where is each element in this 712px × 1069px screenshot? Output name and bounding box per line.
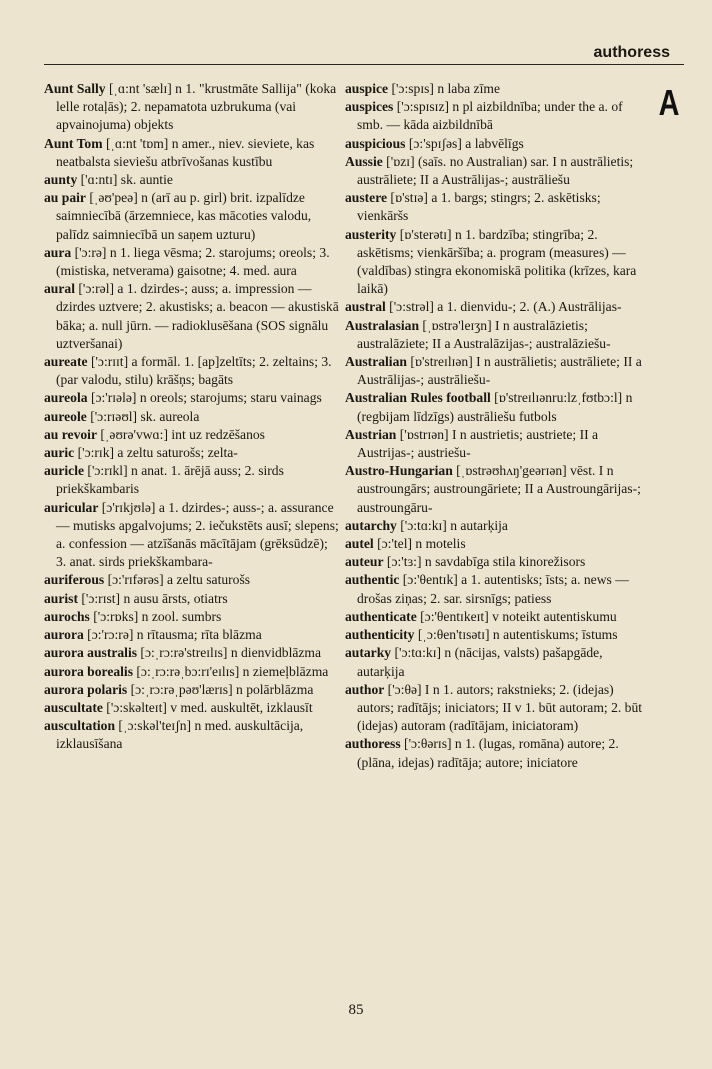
entry-definition: [ˌɔ:skəl'teɪʃn] n med. auskultācija, izklausīšana [56, 718, 304, 752]
dictionary-entry [345, 735, 645, 771]
entry-headword: auspicious [345, 135, 406, 151]
entry-definition: [ɒ'streɪlɪən] I n austrālietis; austrāliete; II a Austrālijas-; austrāliešu- [357, 354, 642, 388]
entry-definition: ['ɔ:θə] I n 1. autors; rakstnieks; 2. (idejas) autors; radītājs; iniciators; II v 1. būt autoram; 2. būt (idejas) autoram (radītājam, iniciatoram) [357, 681, 643, 734]
entry-definition: ['ɔ:rɪɪt] a formāl. 1. [ap]zeltīts; 2. zeltains; 3. (par valodu, stilu) krāšņs; bagāts [56, 354, 332, 388]
entry-definition: ['ɒzɪ] (saīs. no Australian) sar. I n austrālietis; austrāliete; II a Austrālijas-; austrāliešu [357, 153, 634, 188]
dictionary-entry [44, 626, 340, 644]
entry-definition: [ˌɒstrəʊhʌŋ'geərɪən] vēst. I n austroungārs; austroungāriete; II a Austroungārijas-; austroungāru- [357, 463, 641, 515]
entry-definition: [ɔ:ˌrɔ:rəˌbɔ:rɪ'eɪlɪs] n ziemeļblāzma [133, 663, 329, 679]
entry-definition: [ɔ:'tɜ:] n savdabīga stila kinorežisors [383, 554, 586, 570]
header-rule [44, 64, 684, 65]
entry-definition: ['ɔ:θərɪs] n 1. (lugas, romāna) autore; 2. (plāna, idejas) radītāja; autore; iniciatore [357, 736, 619, 770]
entry-definition: [ɔ:'rɪfərəs] a zeltu saturošs [104, 572, 251, 588]
dictionary-entry [44, 444, 340, 462]
entry-headword: au pair [44, 190, 86, 206]
entry-definition: [ɔ:ˌrɔ:rəˌpəʊ'lærɪs] n polārblāzma [127, 681, 314, 697]
dictionary-entry [44, 171, 340, 189]
entry-headword: aural [44, 281, 75, 297]
entry-headword: austral [345, 299, 386, 315]
entry-definition: ['ɔ:rə] n 1. liega vēsma; 2. starojums; oreols; 3. (mistiska, netverama) gaisotne; 4. med. aura [56, 244, 330, 279]
entry-definition: [ɔ'rɪkjʊlə] a 1. dzirdes-; auss-; a. assurance — mutisks apgalvojums; 2. iečukstēts ausī; slepens; a. confession — atzīšanās mācītājam (grēksūdzē); 3. anat. sirds priekškambara- [56, 499, 339, 570]
entry-headword: aureole [44, 408, 87, 424]
dictionary-entry [44, 135, 340, 171]
entry-headword: aurora australis [44, 645, 138, 661]
entry-headword: autarchy [345, 517, 397, 533]
dictionary-entry [44, 389, 340, 407]
dictionary-entry [345, 681, 645, 736]
entry-headword: Austrian [345, 426, 397, 442]
entry-definition: [ɔ:ˌrɔ:rə'streɪlɪs] n dienvidblāzma [137, 645, 322, 661]
dictionary-entry [44, 608, 340, 626]
entry-headword: auspices [345, 99, 394, 115]
entry-definition: ['ɔ:tɑ:kɪ] n (nācijas, valsts) pašapgāde, autarķija [357, 645, 603, 679]
dictionary-entry [44, 80, 340, 135]
entry-headword: Austro-Hungarian [345, 463, 453, 479]
dictionary-entry [345, 298, 645, 316]
dictionary-entry [44, 571, 340, 589]
entry-definition: ['ɔ:skəlteɪt] v med. auskultēt, izklausīt [102, 699, 313, 715]
left-column [44, 80, 340, 754]
dictionary-entry [44, 499, 340, 572]
dictionary-entry [44, 681, 340, 699]
entry-definition: [ɔ:'rɪələ] n oreols; starojums; staru vainags [87, 390, 322, 406]
entry-definition: ['ɔ:rɪkl] n anat. 1. ārējā auss; 2. sirds priekškambaris [56, 463, 284, 497]
entry-definition: ['ɒstrɪən] I n austrietis; austriete; II a Austrijas-; austriešu- [357, 426, 599, 461]
entry-definition: [ˌɔ:θen'tɪsətɪ] n autentiskums; īstums [414, 627, 618, 643]
entry-headword: Aunt Tom [44, 135, 103, 151]
dictionary-entry [44, 644, 340, 662]
entry-definition: [ɔ:'tel] n motelis [373, 536, 466, 552]
entry-definition: [ˌɑ:nt 'tɒm] n amer., niev. sieviete, kas neatbalsta sieviešu atbrīvošanas kustību [56, 135, 315, 169]
dictionary-entry [44, 189, 340, 244]
entry-headword: aunty [44, 172, 78, 188]
entry-definition: ['ɔ:tɑ:kɪ] n autarķija [396, 517, 508, 533]
entry-definition: ['ɔ:rɪəʊl] sk. aureola [86, 408, 200, 424]
entry-headword: auspice [345, 81, 389, 96]
dictionary-entry [345, 153, 645, 189]
dictionary-entry [345, 571, 645, 607]
entry-headword: auscultation [44, 718, 116, 734]
dictionary-entry [44, 699, 340, 717]
entry-headword: aura [44, 244, 72, 260]
dictionary-entry [345, 389, 645, 425]
entry-headword: auriferous [44, 572, 105, 588]
entry-headword: auteur [345, 554, 384, 570]
dictionary-entry [345, 517, 645, 535]
entry-definition: ['ɔ:rɪk] a zeltu saturošs; zelta- [74, 445, 238, 461]
entry-definition: [ˌəʊ'peə] n (arī au p. girl) brit. izpalīdze saimniecībā (ārzemniece, kas mācoties valodu, palīdz saimniecībā un saņem uzturu) [56, 190, 312, 242]
dictionary-entry [44, 426, 340, 444]
entry-headword: auscultate [44, 699, 103, 715]
entry-definition: ['ɔ:spɪs] n laba zīme [388, 81, 500, 96]
entry-headword: aurora polaris [44, 681, 128, 697]
guide-word: authoress [593, 44, 670, 61]
entry-headword: aurist [44, 590, 78, 606]
dictionary-entry [345, 535, 645, 553]
entry-headword: autel [345, 536, 374, 552]
entry-headword: authoress [345, 736, 401, 752]
entry-definition: [ˌəʊrə'vwɑ:] int uz redzēšanos [96, 426, 265, 442]
entry-definition: [ɒ'streɪlɪənru:lzˌfʊtbɔ:l] n (regbijam līdzīgs) austrāliešu futbols [357, 390, 633, 424]
dictionary-entry [345, 317, 645, 353]
entry-headword: authentic [345, 572, 400, 588]
dictionary-entry [345, 80, 645, 98]
dictionary-entry [345, 98, 645, 134]
entry-headword: aurora borealis [44, 663, 133, 679]
dictionary-entry [44, 717, 340, 753]
entry-definition: ['ɔ:rəl] a 1. dzirdes-; auss; a. impression — dzirdes uztvere; 2. akustisks; a. beacon — akustiskā bāka; a. null jūrn. — radioklusēšana (SOS signālu uztveršanai) [56, 281, 339, 351]
dictionary-entry [44, 280, 340, 353]
entry-headword: auricular [44, 499, 99, 515]
dictionary-entry [345, 353, 645, 389]
entry-definition: [ɒ'sterətɪ] n 1. bardzība; stingrība; 2. askētisms; vienkāršība; a. program (measures) — (valdības) stingra ekonomiskā politika (krīzes, kara laikā) [357, 226, 637, 297]
entry-headword: Australasian [345, 317, 420, 333]
entry-headword: Aussie [345, 153, 383, 169]
entry-definition: ['ɔ:rɪst] n ausu ārsts, otiatrs [77, 590, 228, 606]
entry-definition: [ɔ:'spɪʃəs] a labvēlīgs [405, 135, 524, 151]
entry-definition: [ɔ:'θentɪk] a 1. autentisks; īsts; a. news — drošas ziņas; 2. sar. sirsnīgs; patiess [357, 572, 629, 606]
dictionary-entry [44, 353, 340, 389]
entry-headword: aureola [44, 390, 88, 406]
entry-definition: ['ɑ:ntɪ] sk. auntie [77, 172, 173, 188]
entry-definition: ['ɔ:rɒks] n zool. sumbrs [89, 608, 222, 624]
entry-definition: ['ɔ:strəl] a 1. dienvidu-; 2. (A.) Austrālijas- [385, 299, 622, 315]
dictionary-entry [44, 590, 340, 608]
dictionary-entry [345, 426, 645, 462]
entry-headword: authenticate [345, 608, 417, 624]
entry-definition: [ɔ:'rɔ:rə] n rītausma; rīta blāzma [83, 627, 262, 643]
entry-definition: [ˌɑ:nt 'sælɪ] n 1. "krustmāte Sallija" (koka lelle rotaļās); 2. nepamatota uzbrukuma (vai apvainojuma) objekts [56, 81, 337, 133]
entry-definition: [ɔ:'θentɪkeɪt] v noteikt autentiskumu [416, 608, 617, 624]
entry-headword: Australian Rules football [345, 390, 491, 406]
dictionary-entry [345, 553, 645, 571]
dictionary-entry [345, 608, 645, 626]
dictionary-entry [345, 626, 645, 644]
entry-headword: autarky [345, 645, 392, 661]
thumb-index-letter: A [658, 82, 680, 123]
dictionary-entry [345, 135, 645, 153]
page-number: 85 [348, 1002, 364, 1018]
entry-headword: author [345, 681, 385, 697]
entry-headword: authenticity [345, 627, 415, 643]
entry-definition: [ɒ'stɪə] a 1. bargs; stingrs; 2. askētisks; vienkāršs [357, 190, 601, 224]
entry-headword: austerity [345, 226, 397, 242]
dictionary-entry [345, 226, 645, 299]
entry-headword: auricle [44, 463, 85, 479]
entry-headword: aurora [44, 627, 84, 643]
dictionary-entry [44, 462, 340, 498]
entry-headword: austere [345, 190, 388, 206]
dictionary-entry [345, 644, 645, 680]
entry-definition: ['ɔ:spɪsɪz] n pl aizbildnība; under the a. of smb. — kāda aizbildnībā [357, 99, 623, 133]
entry-headword: Australian [345, 354, 407, 370]
entry-headword: aurochs [44, 608, 90, 624]
entry-headword: auric [44, 445, 75, 461]
dictionary-entry [44, 663, 340, 681]
dictionary-entry [44, 244, 340, 280]
dictionary-entry [44, 408, 340, 426]
right-column [345, 80, 645, 772]
entry-headword: au revoir [44, 426, 97, 442]
entry-definition: [ˌɒstrə'leɪʒn] I n australāzietis; australāziete; II a Australāzijas-; australāziešu- [357, 317, 611, 351]
dictionary-entry [345, 189, 645, 225]
entry-headword: aureate [44, 354, 88, 370]
entry-headword: Aunt Sally [44, 81, 106, 96]
dictionary-entry [345, 462, 645, 517]
